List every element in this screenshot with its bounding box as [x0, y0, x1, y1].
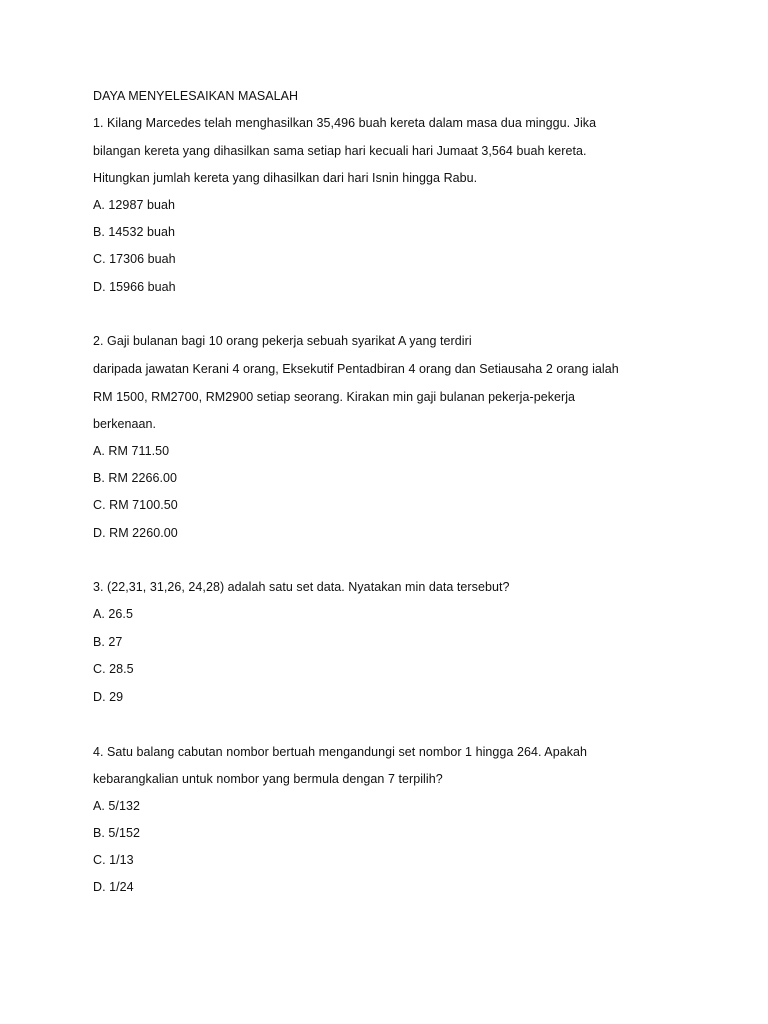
question-3-option-a: A. 26.5: [93, 607, 133, 621]
question-2-line-2: daripada jawatan Kerani 4 orang, Eksekutif Pentadbiran 4 orang dan Setiausaha 2 orang ialah: [93, 362, 619, 376]
question-1-option-a: A. 12987 buah: [93, 198, 175, 212]
question-2-option-c: C. RM 7100.50: [93, 498, 178, 512]
question-3-line-1: 3. (22,31, 31,26, 24,28) adalah satu set data. Nyatakan min data tersebut?: [93, 580, 510, 594]
question-4-line-1: 4. Satu balang cabutan nombor bertuah mengandungi set nombor 1 hingga 264. Apakah: [93, 745, 587, 759]
question-2-option-d: D. RM 2260.00: [93, 526, 178, 540]
question-2-line-1: 2. Gaji bulanan bagi 10 orang pekerja sebuah syarikat A yang terdiri: [93, 334, 472, 348]
question-4-option-a: A. 5/132: [93, 799, 140, 813]
question-1-option-d: D. 15966 buah: [93, 280, 176, 294]
question-2-line-4: berkenaan.: [93, 417, 157, 431]
question-2-option-a: A. RM 711.50: [93, 444, 170, 458]
question-4-option-d: D. 1/24: [93, 880, 134, 894]
question-4-line-2: kebarangkalian untuk nombor yang bermula dengan 7 terpilih?: [93, 772, 443, 786]
question-1-line-2: bilangan kereta yang dihasilkan sama setiap hari kecuali hari Jumaat 3,564 buah kereta.: [93, 144, 587, 158]
question-3-option-c: C. 28.5: [93, 662, 134, 676]
question-1-line-1: 1. Kilang Marcedes telah menghasilkan 35,496 buah kereta dalam masa dua minggu. Jika: [93, 116, 597, 130]
question-2-line-3: RM 1500, RM2700, RM2900 setiap seorang. Kirakan min gaji bulanan pekerja-pekerja: [93, 390, 576, 404]
question-1-option-b: B. 14532 buah: [93, 225, 175, 239]
question-4-option-c: C. 1/13: [93, 853, 134, 867]
question-2-option-b: B. RM 2266.00: [93, 471, 178, 485]
question-1-option-c: C. 17306 buah: [93, 252, 176, 266]
question-1-line-3: Hitungkan jumlah kereta yang dihasilkan dari hari Isnin hingga Rabu.: [93, 171, 478, 185]
document-title: DAYA MENYELESAIKAN MASALAH: [93, 89, 299, 103]
question-3-option-b: B. 27: [93, 635, 123, 649]
question-4-option-b: B. 5/152: [93, 826, 140, 840]
question-3-option-d: D. 29: [93, 690, 124, 704]
